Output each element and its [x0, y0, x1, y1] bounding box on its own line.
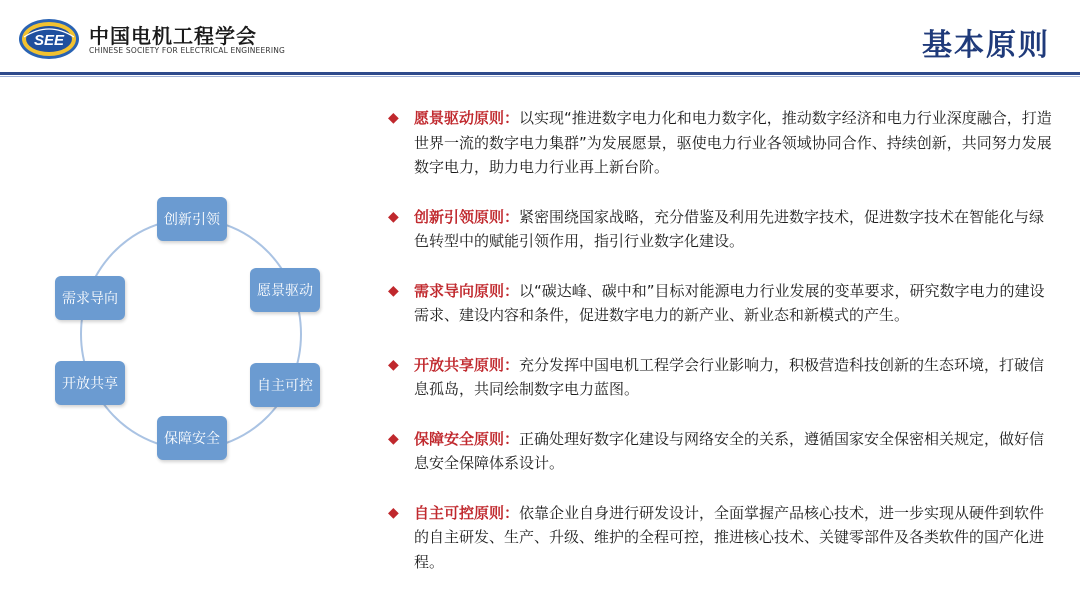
principles-cycle-diagram: [40, 190, 340, 480]
principle-item: [388, 106, 1058, 180]
principle-text: 以“碳达峰、碳中和”目标对能源电力行业发展的变革要求，研究数字电力的建设需求、建设内容和条件，促进数字电力的新产业、新业态和新模式的产生。: [414, 281, 1045, 324]
diamond-icon: ◆: [388, 208, 399, 225]
principle-text: 充分发挥中国电机工程学会行业影响力，积极营造科技创新的生态环境，打破信息孤岛，共同绘制数字电力蓝图。: [414, 355, 1045, 398]
diamond-icon: ◆: [388, 110, 399, 126]
principle-text: 正确处理好数字化建设与网络安全的关系，遵循国家安全保密相关规定，做好信息安全保障体系设计。: [414, 429, 1045, 472]
cycle-node-innovation: 创新引领: [157, 197, 227, 241]
principle-name: 愿景驱动原则：: [414, 109, 520, 127]
principle-text: 以实现“推进数字电力化和电力数字化，推动数字经济和电力行业深度融合，打造世界一流的数字电力集群”为发展愿景，驱使电力行业各领域协同合作、持续创新，共同努力发展数字电力，助力电力行业再上新台阶。: [414, 109, 1052, 176]
cycle-node-security: 保障安全: [157, 416, 227, 460]
cycle-node-demand: 需求导向: [55, 276, 125, 320]
principle-item: [388, 501, 1058, 575]
principle-name: 需求导向原则：: [414, 281, 520, 300]
principle-name: 创新引领原则：: [414, 207, 520, 226]
header-divider: [0, 72, 1080, 75]
logo-text: SEE: [33, 32, 65, 49]
principle-name: 开放共享原则：: [414, 355, 520, 374]
principles-list: [388, 106, 1058, 599]
principle-item: [388, 279, 1058, 328]
principle-item: [388, 353, 1058, 402]
org-name-en: CHINESE SOCIETY FOR ELECTRICAL ENGINEERING: [89, 46, 286, 55]
diamond-icon: ◆: [388, 356, 399, 373]
cycle-node-openness: 开放共享: [55, 361, 125, 405]
diamond-icon: ◆: [388, 282, 399, 299]
header-divider-thin: [0, 76, 1080, 77]
cycle-node-vision: 愿景驱动: [250, 268, 320, 312]
principle-item: [388, 427, 1058, 476]
cycle-node-autonomy: 自主可控: [250, 363, 320, 407]
principle-text: 依靠企业自身进行研发设计，全面掌握产品核心技术，进一步实现从硬件到软件的自主研发、生产、升级、维护的全程可控，推进核心技术、关键零部件及各类软件的国产化进程。: [414, 503, 1045, 571]
principle-name: 保障安全原则：: [414, 429, 520, 448]
see-logo-icon: [18, 17, 80, 61]
principle-name: 自主可控原则：: [414, 503, 520, 522]
page-title: 基本原则: [922, 28, 1050, 63]
slide-header: [0, 0, 1080, 80]
principle-text: 紧密围绕国家战略，充分借鉴及利用先进数字技术，促进数字技术在智能化与绿色转型中的赋能引领作用，指引行业数字化建设。: [414, 207, 1045, 250]
principle-item: [388, 205, 1058, 254]
org-name: 中国电机工程学会: [89, 24, 257, 48]
diamond-icon: ◆: [388, 504, 399, 521]
diamond-icon: ◆: [388, 430, 399, 447]
